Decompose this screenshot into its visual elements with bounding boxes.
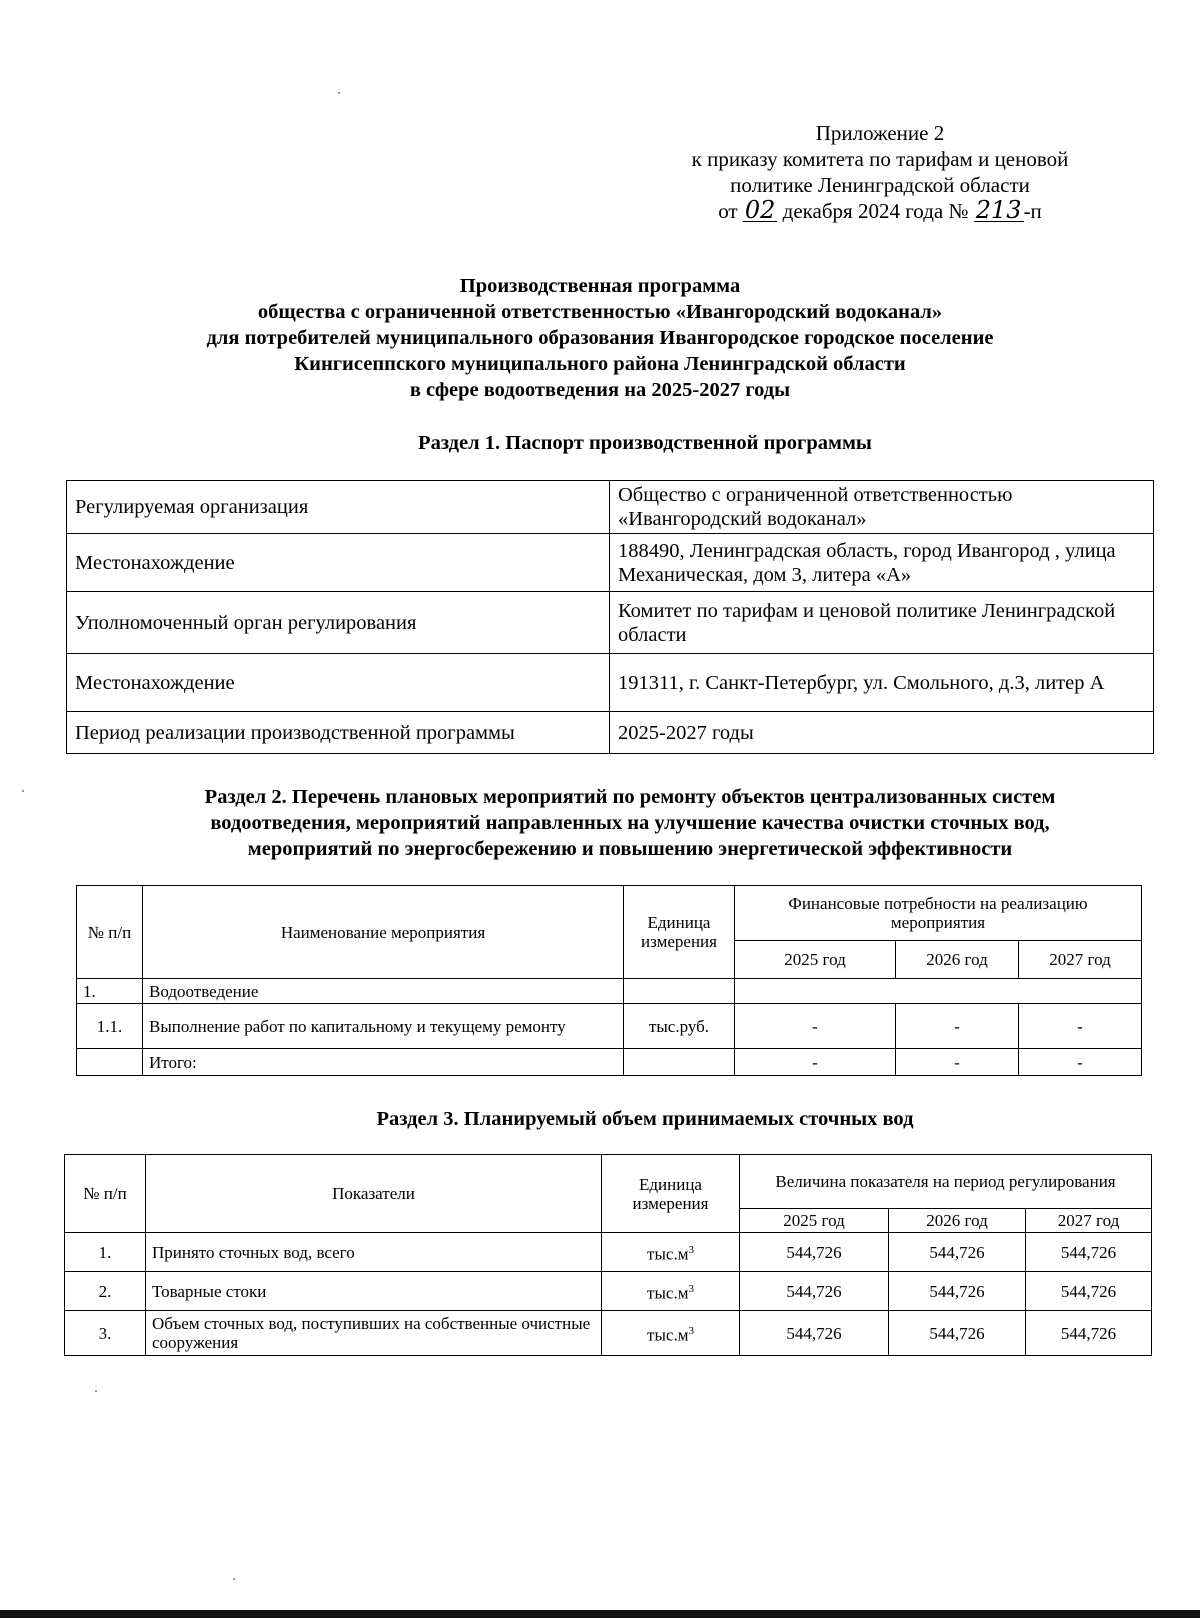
scan-speck [95,1390,97,1392]
appendix-line2: к приказу комитета по тарифам и ценовой [691,147,1069,171]
number-suffix: -п [1023,199,1042,223]
scan-speck [22,790,24,792]
unit-text: тыс.м [647,1283,689,1303]
appendix-line3: политике Ленинградской области [730,173,1030,197]
cell-2025: - [735,1004,896,1049]
cell-2025: 544,726 [740,1311,889,1356]
table-row [67,481,1154,534]
table-row [65,1233,1152,1272]
cell-2025: 544,726 [740,1272,889,1311]
table-row [77,1049,1142,1076]
col-header-num: № п/п [65,1155,146,1233]
cell-2027: 544,726 [1026,1272,1152,1311]
date-middle: декабря 2024 года № [782,199,969,223]
passport-value: 2025-2027 годы [610,712,1154,754]
passport-label: Уполномоченный орган регулирования [67,592,610,654]
scan-speck [233,1578,235,1580]
col-header-unit: Единица измерения [624,886,735,979]
cell-2026: - [896,1049,1019,1076]
passport-label: Местонахождение [67,654,610,712]
table-row [65,1311,1152,1356]
unit-superscript: 3 [688,1324,694,1337]
handwritten-day: 02 [744,196,776,224]
cell-name: Объем сточных вод, поступивших на собственные очистные сооружения [146,1311,602,1356]
measures-table [76,885,1142,1076]
table-header-row [65,1155,1152,1209]
passport-label: Период реализации производственной программы [67,712,610,754]
passport-value: 188490, Ленинградская область, город Ивангород , улица Механическая, дом 3, литера «А» [610,534,1154,592]
col-header-2027: 2027 год [1026,1209,1152,1233]
cell-2025: - [735,1049,896,1076]
cell-name: Выполнение работ по капитальному и текущему ремонту [143,1004,624,1049]
col-header-unit: Единица измерения [602,1155,740,1233]
scan-edge-bar [0,1610,1200,1618]
cell-unit [624,1049,735,1076]
cell-2026: 544,726 [889,1233,1026,1272]
cell-2027: - [1019,1004,1142,1049]
col-header-2025: 2025 год [735,941,896,979]
col-header-finance: Финансовые потребности на реализацию мероприятия [735,886,1142,941]
passport-value: Комитет по тарифам и ценовой политике Ленинградской области [610,592,1154,654]
cell-unit [602,1311,740,1356]
cell-2027: 544,726 [1026,1233,1152,1272]
col-header-2027: 2027 год [1019,941,1142,979]
appendix-block [650,120,1110,224]
cell-name: Водоотведение [143,979,624,1004]
cell-2027: - [1019,1049,1142,1076]
date-prefix: от [718,199,738,223]
table-row [77,1004,1142,1049]
col-header-num: № п/п [77,886,143,979]
cell-unit [602,1233,740,1272]
cell-2025: 544,726 [740,1233,889,1272]
passport-table [66,480,1154,754]
section3-title: Раздел 3. Планируемый объем принимаемых сточных вод [376,1108,914,1130]
col-header-name: Наименование мероприятия [143,886,624,979]
scan-speck [338,92,340,94]
table-header-row [77,886,1142,941]
cell-2026: - [896,1004,1019,1049]
cell-2026: 544,726 [889,1311,1026,1356]
cell-num: 1. [77,979,143,1004]
section2-title-line3: мероприятий по энергосбережению и повышению энергетической эффективности [247,838,1013,860]
cell-2026: 544,726 [889,1272,1026,1311]
section2-title-line1: Раздел 2. Перечень плановых мероприятий по ремонту объектов централизованных систем [204,786,1056,808]
section1-title: Раздел 1. Паспорт производственной программы [418,432,872,454]
unit-superscript: 3 [688,1282,694,1295]
program-title [0,273,1200,403]
cell-num: 1. [65,1233,146,1272]
cell-name: Итого: [143,1049,624,1076]
title-line4: Кингисеппского муниципального района Ленинградской области [294,353,906,375]
cell-2027: 544,726 [1026,1311,1152,1356]
title-line3: для потребителей муниципального образования Ивангородское городское поселение [206,327,994,349]
unit-superscript: 3 [688,1243,694,1256]
passport-value: Общество с ограниченной ответственностью «Ивангородский водоканал» [610,481,1154,534]
cell-unit [624,979,735,1004]
title-line1: Производственная программа [459,275,741,297]
table-row [67,534,1154,592]
cell-num [77,1049,143,1076]
table-row [65,1272,1152,1311]
cell-unit [602,1272,740,1311]
cell-name: Товарные стоки [146,1272,602,1311]
passport-label: Регулируемая организация [67,481,610,534]
wastewater-volume-table [64,1154,1152,1356]
title-line5: в сфере водоотведения на 2025-2027 годы [409,379,791,401]
cell-empty [735,979,1142,1004]
col-header-name: Показатели [146,1155,602,1233]
table-row [67,712,1154,754]
passport-label: Местонахождение [67,534,610,592]
cell-unit: тыс.руб. [624,1004,735,1049]
appendix-line1: Приложение 2 [815,121,945,145]
table-row [77,979,1142,1004]
col-header-value: Величина показателя на период регулирования [740,1155,1152,1209]
section2-title [110,784,1150,862]
passport-value: 191311, г. Санкт-Петербург, ул. Смольного, д.3, литер А [610,654,1154,712]
col-header-2026: 2026 год [889,1209,1026,1233]
cell-num: 1.1. [77,1004,143,1049]
unit-text: тыс.м [647,1325,689,1345]
cell-num: 2. [65,1272,146,1311]
cell-name: Принято сточных вод, всего [146,1233,602,1272]
table-row [67,592,1154,654]
section2-title-line2: водоотведения, мероприятий направленных на улучшение качества очистки сточных вод, [210,812,1050,834]
title-line2: общества с ограниченной ответственностью «Ивангородский водоканал» [257,301,943,323]
handwritten-number: 213 [975,196,1022,224]
col-header-2025: 2025 год [740,1209,889,1233]
cell-num: 3. [65,1311,146,1356]
appendix-date-line [650,198,1110,224]
table-row [67,654,1154,712]
unit-text: тыс.м [647,1244,689,1264]
col-header-2026: 2026 год [896,941,1019,979]
